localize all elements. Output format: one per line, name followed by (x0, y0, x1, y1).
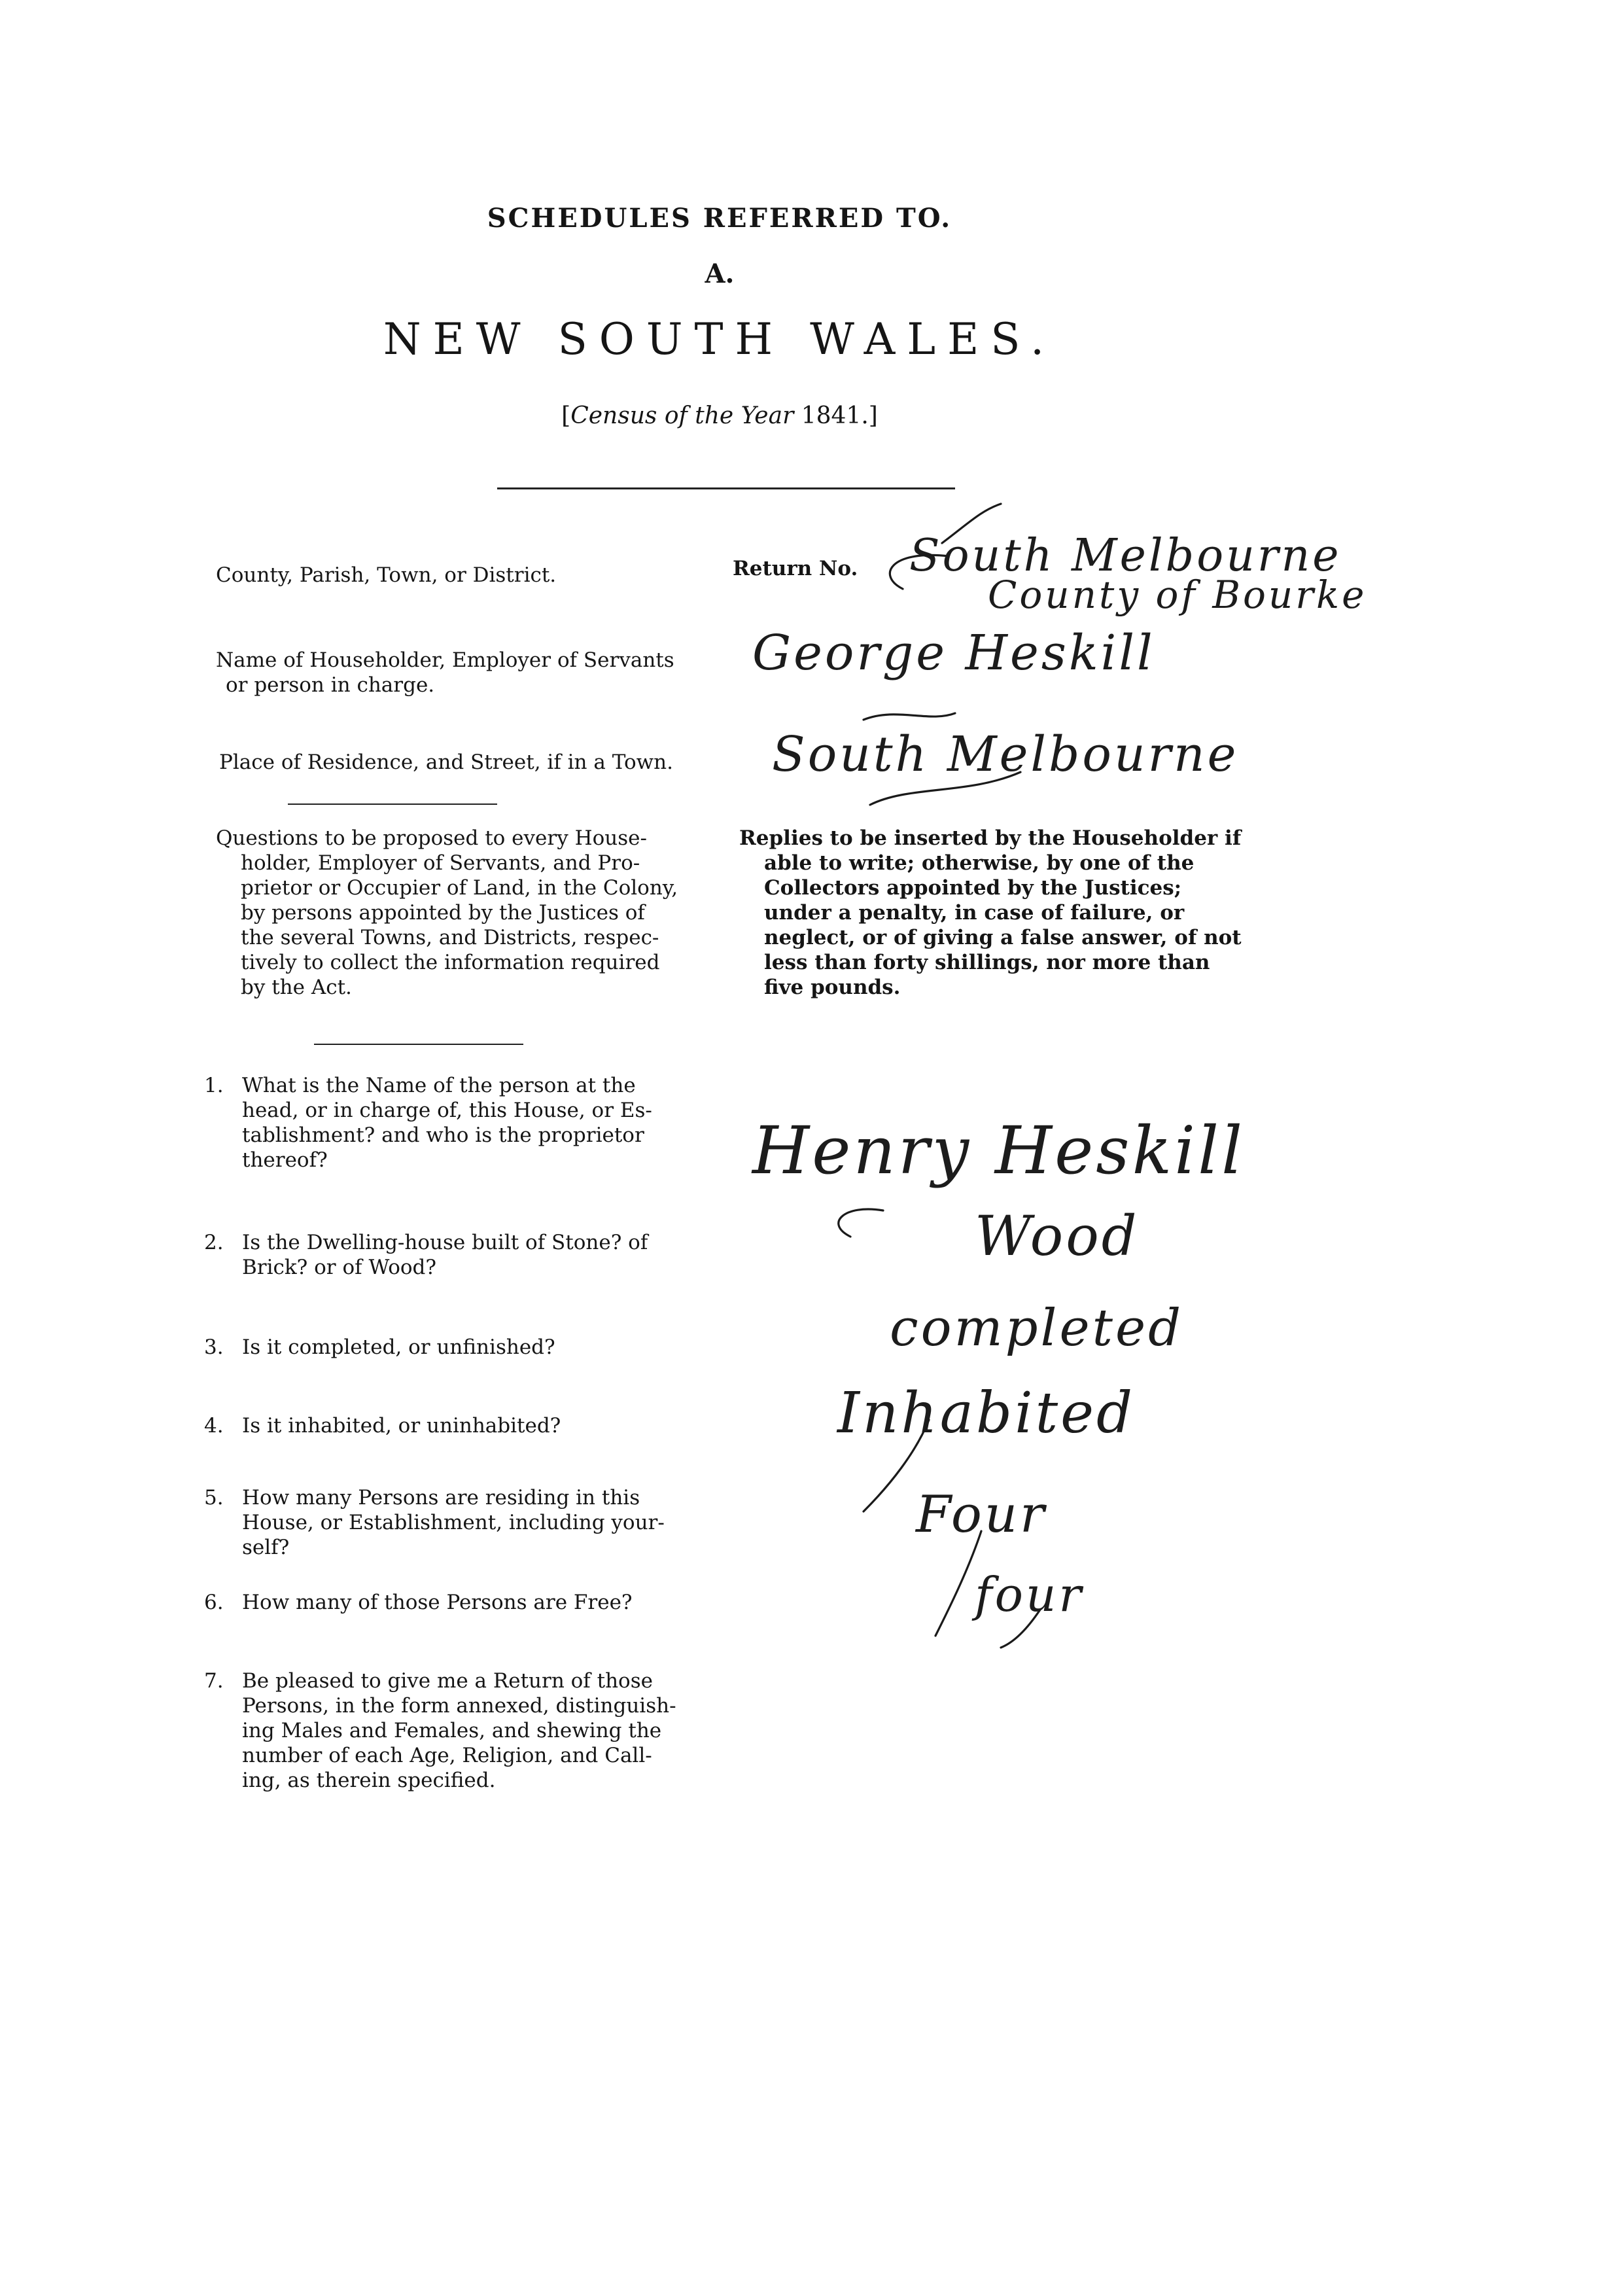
questions-line: the several Towns, and Districts, respec- (241, 926, 659, 949)
question-line: Is the Dwelling-house built of Stone? of (242, 1231, 648, 1254)
schedule-letter: A. (705, 258, 735, 289)
census-subtitle (0, 402, 1439, 429)
residence-label: Place of Residence, and Street, if in a Town. (219, 751, 674, 774)
handwritten-answer-6: four (975, 1567, 1084, 1622)
questions-intro (216, 826, 726, 1000)
questions-line: by the Act. (241, 976, 352, 999)
question-number: 5. (204, 1486, 224, 1510)
question-4 (204, 1413, 726, 1438)
question-5 (204, 1485, 726, 1560)
question-number: 4. (204, 1414, 224, 1438)
handwritten-county-line2: County of Bourke (988, 573, 1367, 617)
question-number: 1. (204, 1074, 224, 1097)
question-7 (204, 1669, 726, 1793)
handwritten-answer-4: Inhabited (837, 1381, 1136, 1446)
question-line: What is the Name of the person at the (242, 1074, 636, 1097)
answer-flourishes (733, 1112, 1387, 1649)
header-divider (497, 487, 955, 489)
question-number: 6. (204, 1591, 224, 1614)
handwritten-householder: George Heskill (752, 625, 1155, 681)
questions-line: by persons appointed by the Justices of (241, 901, 645, 925)
question-number: 7. (204, 1669, 224, 1693)
question-1 (204, 1073, 726, 1173)
handwritten-answer-3: completed (890, 1299, 1184, 1358)
question-line: Be pleased to give me a Return of those (242, 1669, 653, 1693)
question-line: thereof? (242, 1148, 328, 1172)
questions-line: prietor or Occupier of Land, in the Colony, (241, 876, 678, 900)
replies-line: Collectors appointed by the Justices; (764, 876, 1182, 900)
question-line: ing, as therein specified. (242, 1769, 496, 1792)
questions-line: tively to collect the information required (241, 951, 660, 974)
handwritten-answer-5: Four (916, 1485, 1047, 1544)
question-line: Is it inhabited, or uninhabited? (242, 1414, 561, 1438)
question-line: Persons, in the form annexed, distinguish- (242, 1694, 676, 1718)
handwritten-answer-1: Henry Heskill (752, 1112, 1246, 1189)
replies-line: Replies to be inserted by the Householder if (739, 826, 1242, 850)
question-line: How many of those Persons are Free? (242, 1591, 633, 1614)
handwritten-county: South Melbourne (909, 530, 1342, 582)
question-2 (204, 1230, 726, 1280)
householder-label-1: Name of Householder, Employer of Servants (216, 648, 674, 672)
question-6 (204, 1590, 726, 1615)
question-line: Is it completed, or unfinished? (242, 1335, 555, 1359)
census-italic: Census of the Year (570, 402, 794, 429)
replies-intro (739, 826, 1249, 1000)
householder-label-2: or person in charge. (226, 673, 435, 697)
question-line: number of each Age, Religion, and Call- (242, 1744, 652, 1767)
divider-intro (288, 804, 497, 805)
questions-line: holder, Employer of Servants, and Pro- (241, 851, 640, 875)
divider-questions (314, 1044, 523, 1045)
schedules-heading: SCHEDULES REFERRED TO. (487, 203, 952, 234)
handwritten-residence: South Melbourne (772, 726, 1239, 783)
colony-title: NEW SOUTH WALES. (383, 314, 1056, 364)
question-line: self? (242, 1536, 290, 1559)
handwriting-flourish (850, 497, 1603, 811)
replies-line: five pounds. (764, 976, 901, 999)
handwritten-answer-2: Wood (975, 1204, 1140, 1268)
county-label: County, Parish, Town, or District. (216, 563, 557, 587)
return-label: Return No. (733, 557, 858, 580)
question-line: Brick? or of Wood? (242, 1256, 437, 1279)
questions-line: Questions to be proposed to every House- (216, 826, 647, 850)
replies-line: less than forty shillings, nor more than (764, 951, 1210, 974)
question-3 (204, 1335, 726, 1360)
question-line: House, or Establishment, including your- (242, 1511, 665, 1534)
question-line: tablishment? and who is the proprietor (242, 1123, 644, 1147)
question-number: 2. (204, 1231, 224, 1254)
question-line: ing Males and Females, and shewing the (242, 1719, 662, 1742)
replies-line: able to write; otherwise, by one of the (764, 851, 1195, 875)
question-number: 3. (204, 1335, 224, 1359)
census-year: 1841.] (801, 402, 878, 429)
replies-line: neglect, or of giving a false answer, of not (764, 926, 1242, 949)
replies-line: under a penalty, in case of failure, or (764, 901, 1185, 925)
question-line: head, or in charge of, this House, or Es- (242, 1099, 652, 1122)
census-bracket-open: [ (561, 402, 571, 429)
question-line: How many Persons are residing in this (242, 1486, 640, 1510)
